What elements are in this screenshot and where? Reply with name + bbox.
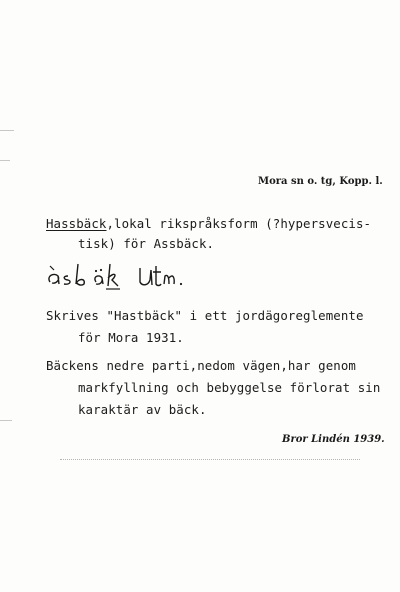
entry-line-1 <box>46 216 371 231</box>
entry-line-4: för Mora 1931. <box>78 330 184 345</box>
left-edge-mark <box>0 420 12 421</box>
headword: Hassbäck <box>46 216 107 231</box>
bottom-divider <box>60 459 360 460</box>
signature: Bror Lindén 1939. <box>282 434 385 445</box>
entry-line-5: Bäckens nedre parti,nedom vägen,har genom <box>46 358 356 373</box>
left-edge-mark <box>0 130 14 131</box>
entry-line-1-rest: ,lokal rikspråksform (?hypersvecis- <box>106 216 372 231</box>
entry-line-3: Skrives "Hastbäck" i ett jordägoreglemente <box>46 308 364 323</box>
entry-line-7: karaktär av bäck. <box>78 402 207 417</box>
handwritten-form <box>44 256 224 292</box>
entry-line-6: markfyllning och bebyggelse förlorat sin <box>78 380 381 395</box>
source-line: Mora sn o. tg, Kopp. l. <box>258 176 383 187</box>
left-edge-mark <box>0 160 10 161</box>
entry-line-2: tisk) för Assbäck. <box>78 236 215 251</box>
handwriting-drawing <box>44 256 224 292</box>
